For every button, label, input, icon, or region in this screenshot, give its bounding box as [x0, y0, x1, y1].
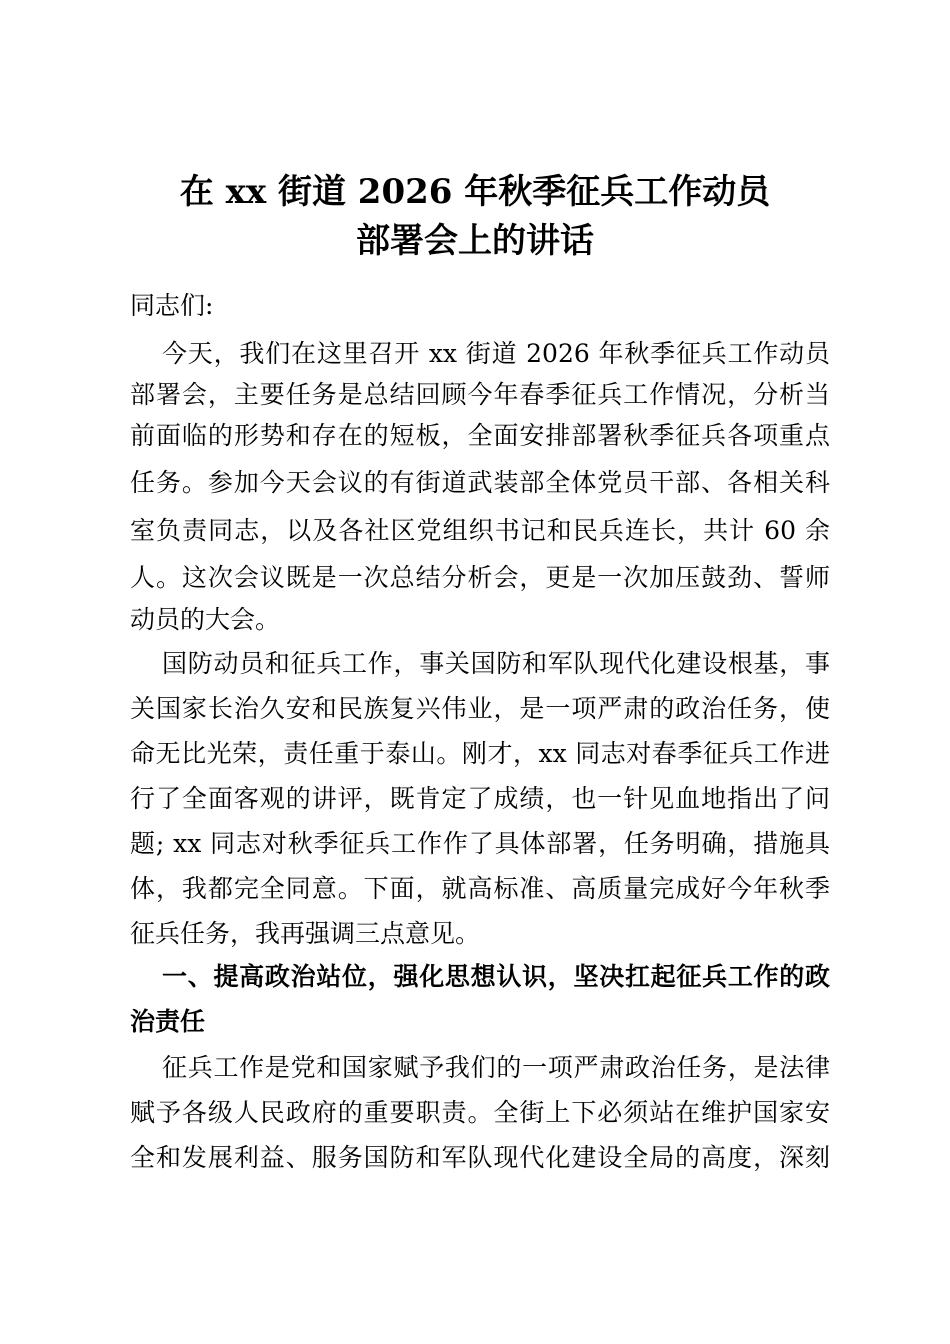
paragraph-2-line-7: 征兵任务，我再强调三点意见。 [130, 919, 481, 948]
paragraph-2-line-3: 命无比光荣，责任重于泰山。刚才，xx 同志对春季征兵工作进 [130, 739, 830, 768]
paragraph-1-line-4: 任务。参加今天会议的有街道武装部全体党员干部、各相关科 [130, 468, 830, 497]
paragraph-2-line-1: 国防动员和征兵工作，事关国防和军队现代化建设根基，事 [162, 649, 830, 678]
paragraph-3-line-3: 全和发展利益、服务国防和军队现代化建设全局的高度，深刻 [130, 1143, 830, 1172]
paragraph-1-line-2: 部署会，主要任务是总结回顾今年春季征兵工作情况，分析当 [130, 380, 830, 409]
paragraph-1-line-6: 人。这次会议既是一次总结分析会，更是一次加压鼓劲、誓师 [130, 563, 830, 592]
paragraph-2-line-2: 关国家长治久安和民族复兴伟业，是一项严肃的政治任务，使 [130, 694, 830, 723]
paragraph-1-line-3: 前面临的形势和存在的短板，全面安排部署秋季征兵各项重点 [130, 421, 830, 450]
document-title-line-2: 部署会上的讲话 [356, 221, 594, 261]
paragraph-3-line-1: 征兵工作是党和国家赋予我们的一项严肃政治任务，是法律 [162, 1053, 830, 1082]
paragraph-1-line-1: 今天，我们在这里召开 xx 街道 2026 年秋季征兵工作动员 [162, 339, 830, 368]
paragraph-3-line-2: 赋予各级人民政府的重要职责。全街上下必须站在维护国家安 [130, 1098, 830, 1127]
paragraph-2-line-6: 体，我都完全同意。下面，就高标准、高质量完成好今年秋季 [130, 874, 830, 903]
salutation: 同志们: [130, 291, 214, 320]
paragraph-1-line-5: 室负责同志，以及各社区党组织书记和民兵连长，共计 60 余 [130, 516, 830, 545]
section-heading-1-line-1: 一、提高政治站位，强化思想认识，坚决扛起征兵工作的政 [162, 962, 830, 991]
paragraph-2-line-5: 题; xx 同志对秋季征兵工作作了具体部署，任务明确，措施具 [130, 829, 830, 858]
paragraph-2-line-4: 行了全面客观的讲评，既肯定了成绩，也一针见血地指出了问 [130, 784, 830, 813]
section-heading-1-line-2: 治责任 [130, 1007, 206, 1036]
paragraph-1-line-7: 动员的大会。 [130, 605, 281, 634]
document-title-line-1: 在 xx 街道 2026 年秋季征兵工作动员 [179, 172, 771, 212]
